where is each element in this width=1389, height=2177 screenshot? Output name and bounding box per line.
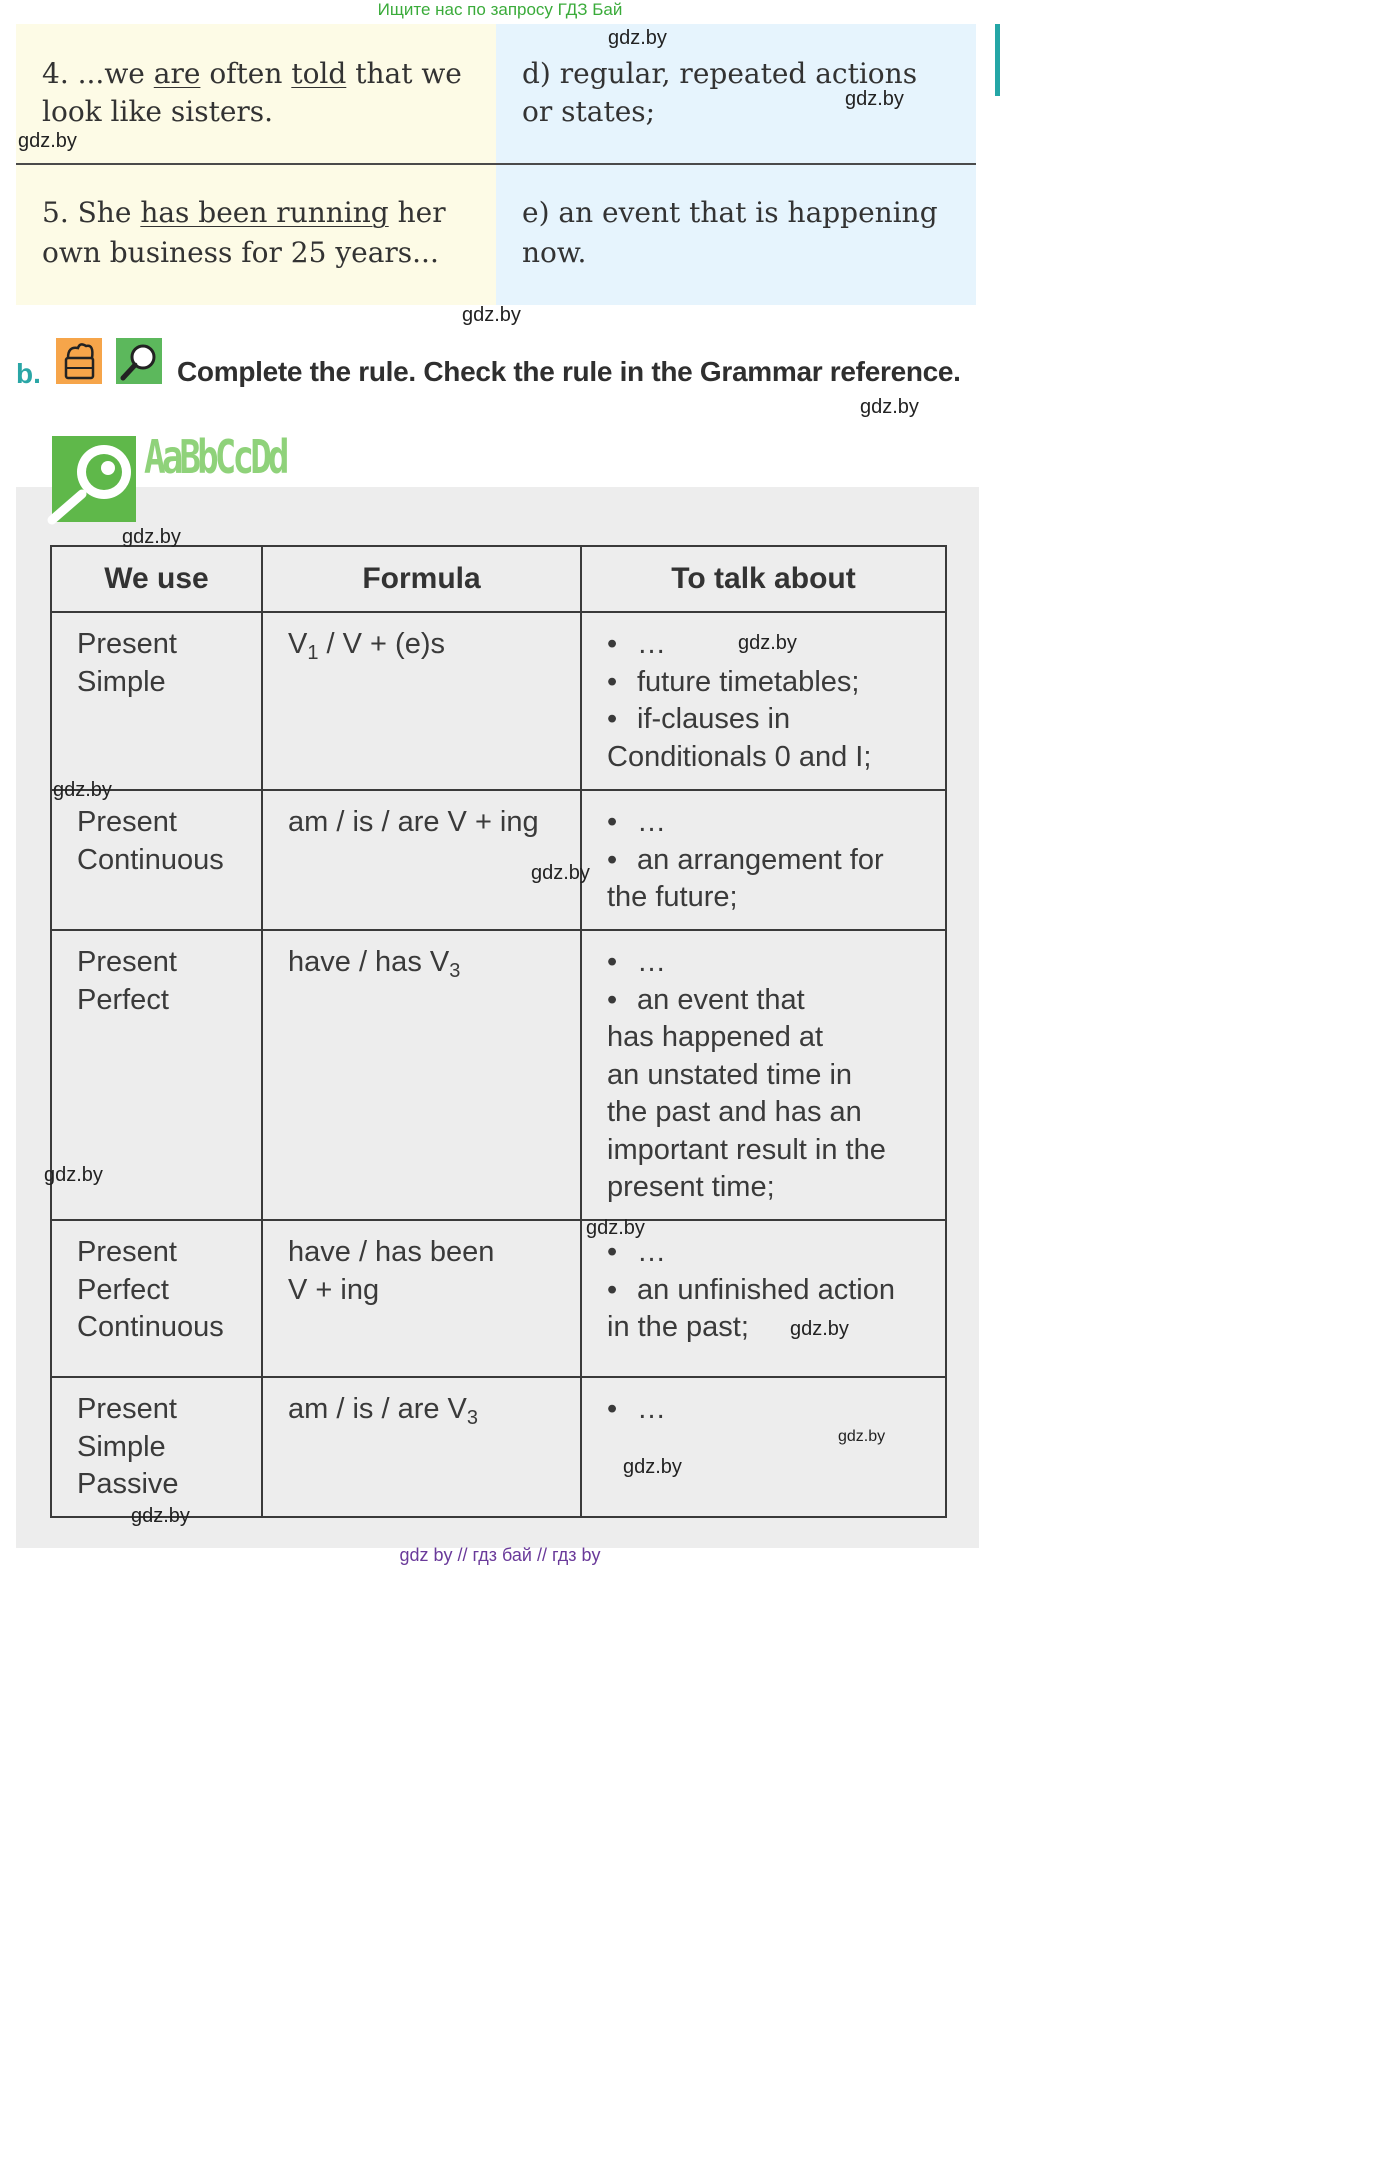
usage-cell: • … • future timetables; • if-clauses in Conditionals 0 and I;	[581, 612, 946, 790]
usage-bullet: • an unfinished action	[607, 1272, 935, 1310]
sentence-5-line1: 5. She has been running her	[42, 196, 446, 229]
sentence-4-line1: 4. ...we are often told that we	[42, 57, 462, 90]
formula-cell: am / is / are V + ing	[262, 790, 581, 930]
watermark: gdz.by	[845, 88, 904, 110]
sentence-4-line2: look like sisters.	[42, 95, 274, 128]
right-accent-bar	[995, 24, 1000, 96]
matching-right-cell-e	[496, 165, 976, 305]
footer-links[interactable]: gdz by // гдз бай // гдз by	[399, 1545, 601, 1565]
usage-bullet: • …	[607, 1391, 935, 1429]
abc-logo-text: AaBbCcDd	[144, 430, 286, 484]
search-icon	[116, 338, 162, 384]
instruction-text: Complete the rule. Check the rule in the Grammar reference.	[177, 356, 961, 387]
table-row	[51, 790, 946, 930]
tense-cell: Present Simple	[51, 612, 262, 790]
watermark: gdz.by	[131, 1505, 190, 1527]
underlined-verb: has been running	[140, 196, 389, 229]
watermark: gdz.by	[586, 1217, 645, 1239]
option-d-line1: d) regular, repeated actions	[522, 57, 918, 90]
usage-bullet: • …	[607, 626, 935, 664]
watermark: gdz.by	[860, 396, 919, 418]
watermark: gdz.by	[838, 1428, 886, 1445]
table-row	[51, 612, 946, 790]
watermark: gdz.by	[122, 526, 181, 548]
watermark: gdz.by	[608, 27, 667, 49]
usage-bullet: • an arrangement for	[607, 842, 935, 880]
underlined-verb: are	[153, 57, 201, 90]
usage-bullet: • …	[607, 1234, 935, 1272]
header-we-use: We use	[51, 546, 262, 612]
option-e-line2: now.	[522, 236, 587, 269]
watermark: gdz.by	[738, 632, 797, 654]
usage-bullet: • an event that	[607, 982, 935, 1020]
usage-bullet: • if-clauses in	[607, 701, 935, 739]
top-banner[interactable]: Ищите нас по запросу ГДЗ Бай	[377, 0, 623, 19]
table-row	[51, 1377, 946, 1517]
matching-right-cell-d	[496, 24, 976, 164]
watermark: gdz.by	[462, 304, 521, 326]
matching-left-cell-5	[16, 165, 496, 305]
option-e-line1: e) an event that is happening	[522, 196, 938, 229]
table-row	[51, 1220, 946, 1377]
underlined-verb: told	[291, 57, 347, 90]
tense-cell: Present Continuous	[51, 790, 262, 930]
tense-cell: Present Perfect Continuous	[51, 1220, 262, 1377]
sentence-5-line2: own business for 25 years...	[42, 236, 439, 269]
tense-cell: Present Simple Passive	[51, 1377, 262, 1517]
usage-bullet: • future timetables;	[607, 664, 935, 702]
table-row	[51, 930, 946, 1220]
option-d-line2: or states;	[522, 95, 656, 128]
usage-cell: • … • an event that has happened at an unstated time in the past and has an important result in the present time;	[581, 930, 946, 1220]
formula-cell: $V_1 / V + (e)s$	[262, 612, 581, 790]
watermark: gdz.by	[53, 779, 112, 801]
section-letter: b.	[16, 358, 41, 389]
grammar-table	[50, 545, 947, 1518]
watermark: gdz.by	[531, 862, 590, 884]
group-work-icon	[56, 338, 102, 384]
matching-left-cell-4	[16, 24, 496, 164]
magnifier-logo-icon	[46, 436, 138, 526]
usage-bullet: • …	[607, 804, 935, 842]
formula-cell: have / has been V + ing	[262, 1220, 581, 1377]
watermark: gdz.by	[790, 1318, 849, 1340]
header-formula: Formula	[262, 546, 581, 612]
usage-cell: • … • an unfinished action in the past;	[581, 1220, 946, 1377]
header-to-talk-about: To talk about	[581, 546, 946, 612]
formula-cell: am / is / are $V_3$	[262, 1377, 581, 1517]
tense-cell: Present Perfect	[51, 930, 262, 1220]
usage-cell: • … • an arrangement for the future;	[581, 790, 946, 930]
usage-cell	[581, 1377, 946, 1517]
usage-bullet: • …	[607, 944, 935, 982]
watermark: gdz.by	[44, 1164, 103, 1186]
formula-cell: have / has $V_3$	[262, 930, 581, 1220]
table-header-row	[51, 546, 946, 612]
watermark: gdz.by	[623, 1456, 682, 1478]
watermark: gdz.by	[18, 130, 77, 152]
